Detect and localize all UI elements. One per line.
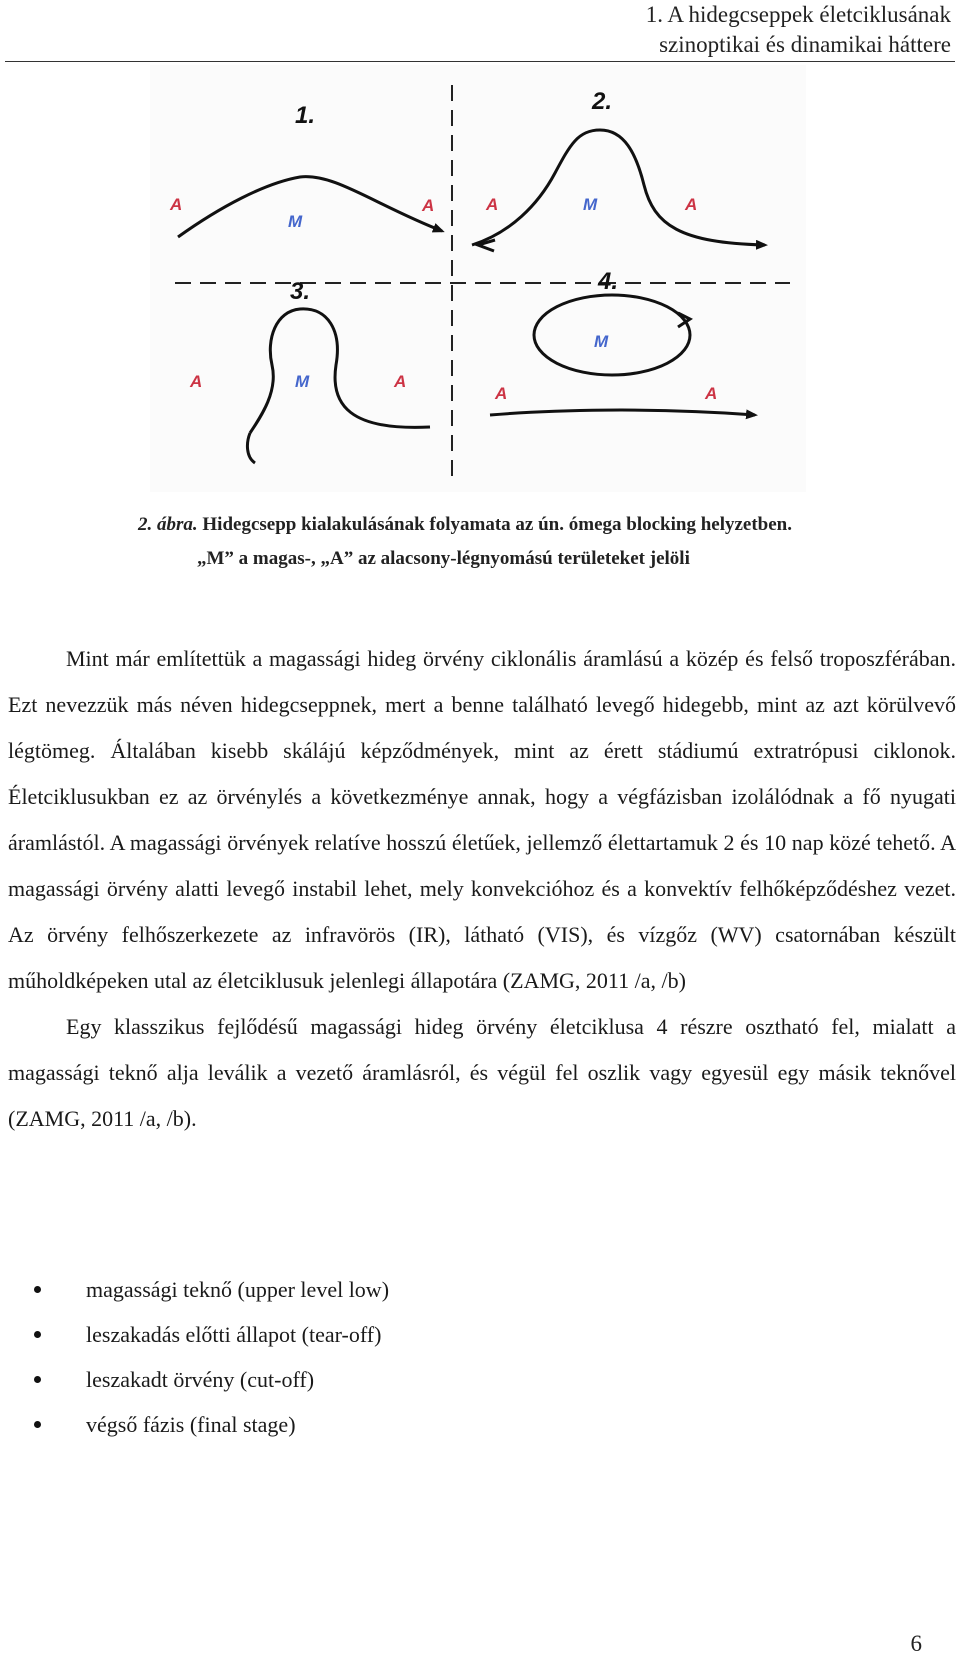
bullet-dot-icon [34, 1376, 41, 1383]
body-text [8, 636, 956, 1142]
panel-1-label-right: A [422, 196, 435, 215]
omega-blocking-figure [150, 65, 806, 492]
panel-4-label-right: A [705, 384, 718, 403]
caption-figure-label: 2. ábra. [138, 514, 198, 535]
paragraph-2: Egy klasszikus fejlődésű magassági hideg örvény életciklusa 4 részre osztható fel, mialatt a magassági teknő alja leválik a vezető áramlásról, és végül fel oszlik vagy egyesül egy másik teknővel (ZAMG, 2011 /a, /b). [8, 1014, 956, 1131]
panel-2-label-center: M [583, 195, 598, 214]
caption-line-1 [138, 508, 792, 542]
panel-1-label-left: A [170, 195, 183, 214]
panel-3-number: 3. [290, 278, 311, 305]
stage-list [30, 1267, 630, 1447]
panel-2-number: 2. [592, 88, 613, 115]
running-head [451, 0, 951, 60]
stage-label: leszakadt örvény (cut-off) [86, 1367, 315, 1392]
panel-2-label-left: A [486, 195, 499, 214]
panel-2-label-right: A [685, 195, 698, 214]
panel-3-label-right: A [394, 372, 407, 391]
stage-label: leszakadás előtti állapot (tear-off) [86, 1322, 382, 1347]
caption-text-1: Hidegcsepp kialakulásának folyamata az ún. ómega blocking helyzetben. [202, 514, 792, 535]
bullet-dot-icon [34, 1286, 41, 1293]
panel-4-label-center: M [594, 332, 609, 351]
caption-line-2: „M” a magas-, „A” az alacsony-légnyomású területeket jelöli [197, 548, 690, 569]
panel-4-number: 4. [598, 268, 619, 295]
stage-list-item [30, 1402, 630, 1447]
panel-3-label-left: A [190, 372, 203, 391]
panel-1-number: 1. [295, 102, 316, 129]
panel-4-label-left: A [495, 384, 508, 403]
stage-list-item [30, 1267, 630, 1312]
page-number: 6 [910, 1631, 922, 1656]
figure-background [150, 65, 806, 492]
stage-label: végső fázis (final stage) [86, 1412, 296, 1437]
stage-list-item [30, 1357, 630, 1402]
panel-3-label-center: M [295, 372, 310, 391]
stage-list-item [30, 1312, 630, 1357]
paragraph-1: Mint már említettük a magassági hideg örvény ciklonális áramlású a közép és felső troposzférában. Ezt nevezzük más néven hidegcseppnek, mert a benne található levegő hidegebb, mint az azt körülvevő légtömeg. Általában kisebb skálájú képződmények, mint az érett stádiumú extratrópusi ciklonok. Életciklusukban ez az örvénylés a következménye annak, hogy a végfázisban izolálódnak a fő nyugati áramlástól. A magassági örvények relatíve hosszú életűek, jellemző élettartamuk 2 és 10 nap közé tehető. A magassági örvény alatti levegő instabil lehet, mely konvekcióhoz és a konvektív felhőképződéshez vezet. Az örvény felhőszerkezete az infravörös (IR), látható (VIS), és vízgőz (WV) csatornában készült műholdképeken utal az életciklusuk jelenlegi állapotára (ZAMG, 2011 /a, /b) [8, 646, 956, 993]
header-rule [5, 61, 955, 62]
running-head-line1: 1. A hidegcseppek életciklusának [645, 2, 951, 27]
bullet-dot-icon [34, 1421, 41, 1428]
running-head-line2: szinoptikai és dinamikai háttere [659, 32, 951, 57]
figure-svg [150, 65, 806, 492]
panel-1-label-center: M [288, 212, 303, 231]
stage-label: magassági teknő (upper level low) [86, 1277, 390, 1302]
bullet-dot-icon [34, 1331, 41, 1338]
